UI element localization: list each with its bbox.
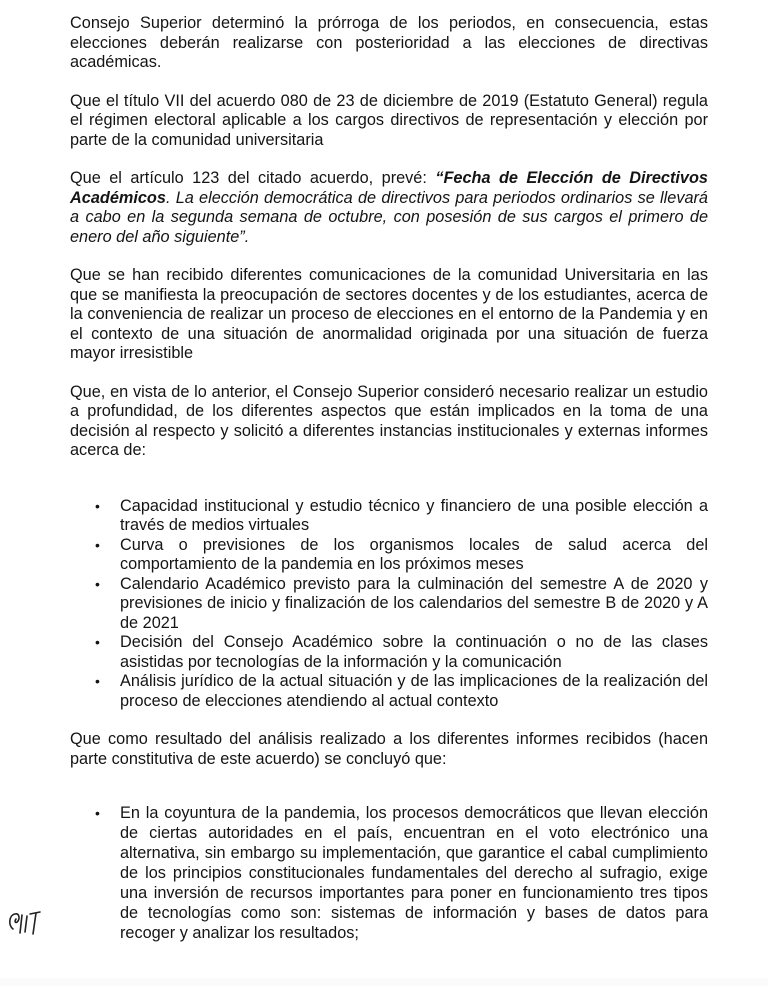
list-item-text: Capacidad institucional y estudio técnico y financiero de una posible elección a través de medios virtuales (120, 496, 708, 534)
list-item (70, 633, 708, 672)
paragraph-conclusion: Que como resultado del análisis realizado a los diferentes informes recibidos (hacen parte constitutiva de este acuerdo) se concluyó que: (70, 730, 708, 768)
bullet-icon: • (95, 673, 100, 689)
paragraph-consejo-superior: Que, en vista de lo anterior, el Consejo Superior consideró necesario realizar un estudio a profundidad, de los diferentes aspectos que están implicados en la toma de una decisión al respecto y solicitó a diferentes instancias institucionales y externas informes acerca de: (70, 382, 708, 459)
bullet-icon: • (95, 575, 100, 592)
bullet-icon: • (95, 536, 100, 553)
paragraph-articulo-123 (70, 169, 708, 247)
paragraph-comunicaciones: Que se han recibido diferentes comunicaciones de la comunidad Universitaria en las que se manifiesta la preocupación de sectores docentes y de los estudiantes, acerca de la conveniencia de realizar un proceso de elecciones en el entorno de la Pandemia y en el contexto de una situación de anormalidad originada por una situación de fuerza mayor irresistible (70, 266, 708, 362)
paragraph-prorroga: Consejo Superior determinó la prórroga de los periodos, en consecuencia, estas elecciones deberán realizarse con posterioridad a las elecciones de directivas académicas. (70, 14, 708, 71)
list-item (70, 803, 708, 943)
document-page (70, 0, 708, 943)
list-item-text: Decisión del Consejo Académico sobre la continuación o no de las clases asistidas por tecnologías de la información y la comunicación (120, 633, 708, 671)
list-item-text: Análisis jurídico de la actual situación y de las implicaciones de la realización del proceso de elecciones atendiendo al actual contexto (120, 672, 708, 710)
bullet-icon: • (95, 634, 100, 650)
informes-list (70, 497, 708, 712)
articulo-123-quote: . La elección democrática de directivos para periodos ordinarios se llevará a cabo en la segunda semana de octubre, con posesión de sus cargos el primero de enero del año siguiente”. (70, 188, 708, 246)
paragraph-titulo-vii: Que el título VII del acuerdo 080 de 23 de diciembre de 2019 (Estatuto General) regula el régimen electoral aplicable a los cargos directivos de representación y elección por parte de la comunidad universitaria (70, 91, 708, 149)
handwritten-initials-mark (6, 907, 54, 937)
list-item-text: Curva o previsiones de los organismos locales de salud acerca del comportamiento de la pandemia en los próximos meses (120, 535, 708, 573)
articulo-123-heading: “Fecha de Elección de Directivos Académicos (70, 169, 708, 207)
list-item (70, 536, 708, 575)
list-item-text: En la coyuntura de la pandemia, los procesos democráticos que llevan elección de ciertas autoridades en el país, encuentran en el voto electrónico una alternativa, sin embargo su implementación, que garantice el cabal cumplimiento de los principios constitucionales fundamentales del derecho al sufragio, exige una inversión de recursos importantes para poner en funcionamiento tres tipos de tecnologías como son: sistemas de información y bases de datos para recoger y analizar los resultados; (120, 804, 708, 942)
conclusiones-list (70, 803, 708, 943)
articulo-123-intro: Que el artículo 123 del citado acuerdo, prevé: (70, 169, 436, 187)
list-item (70, 575, 708, 634)
bullet-icon: • (95, 805, 100, 821)
list-item (70, 497, 708, 536)
scan-bottom-edge (0, 978, 768, 986)
list-item-text: Calendario Académico previsto para la culminación del semestre A de 2020 y previsiones de inicio y finalización de los calendarios del semestre B de 2020 y A de 2021 (120, 574, 708, 632)
list-item (70, 672, 708, 711)
bullet-icon: • (95, 497, 100, 514)
